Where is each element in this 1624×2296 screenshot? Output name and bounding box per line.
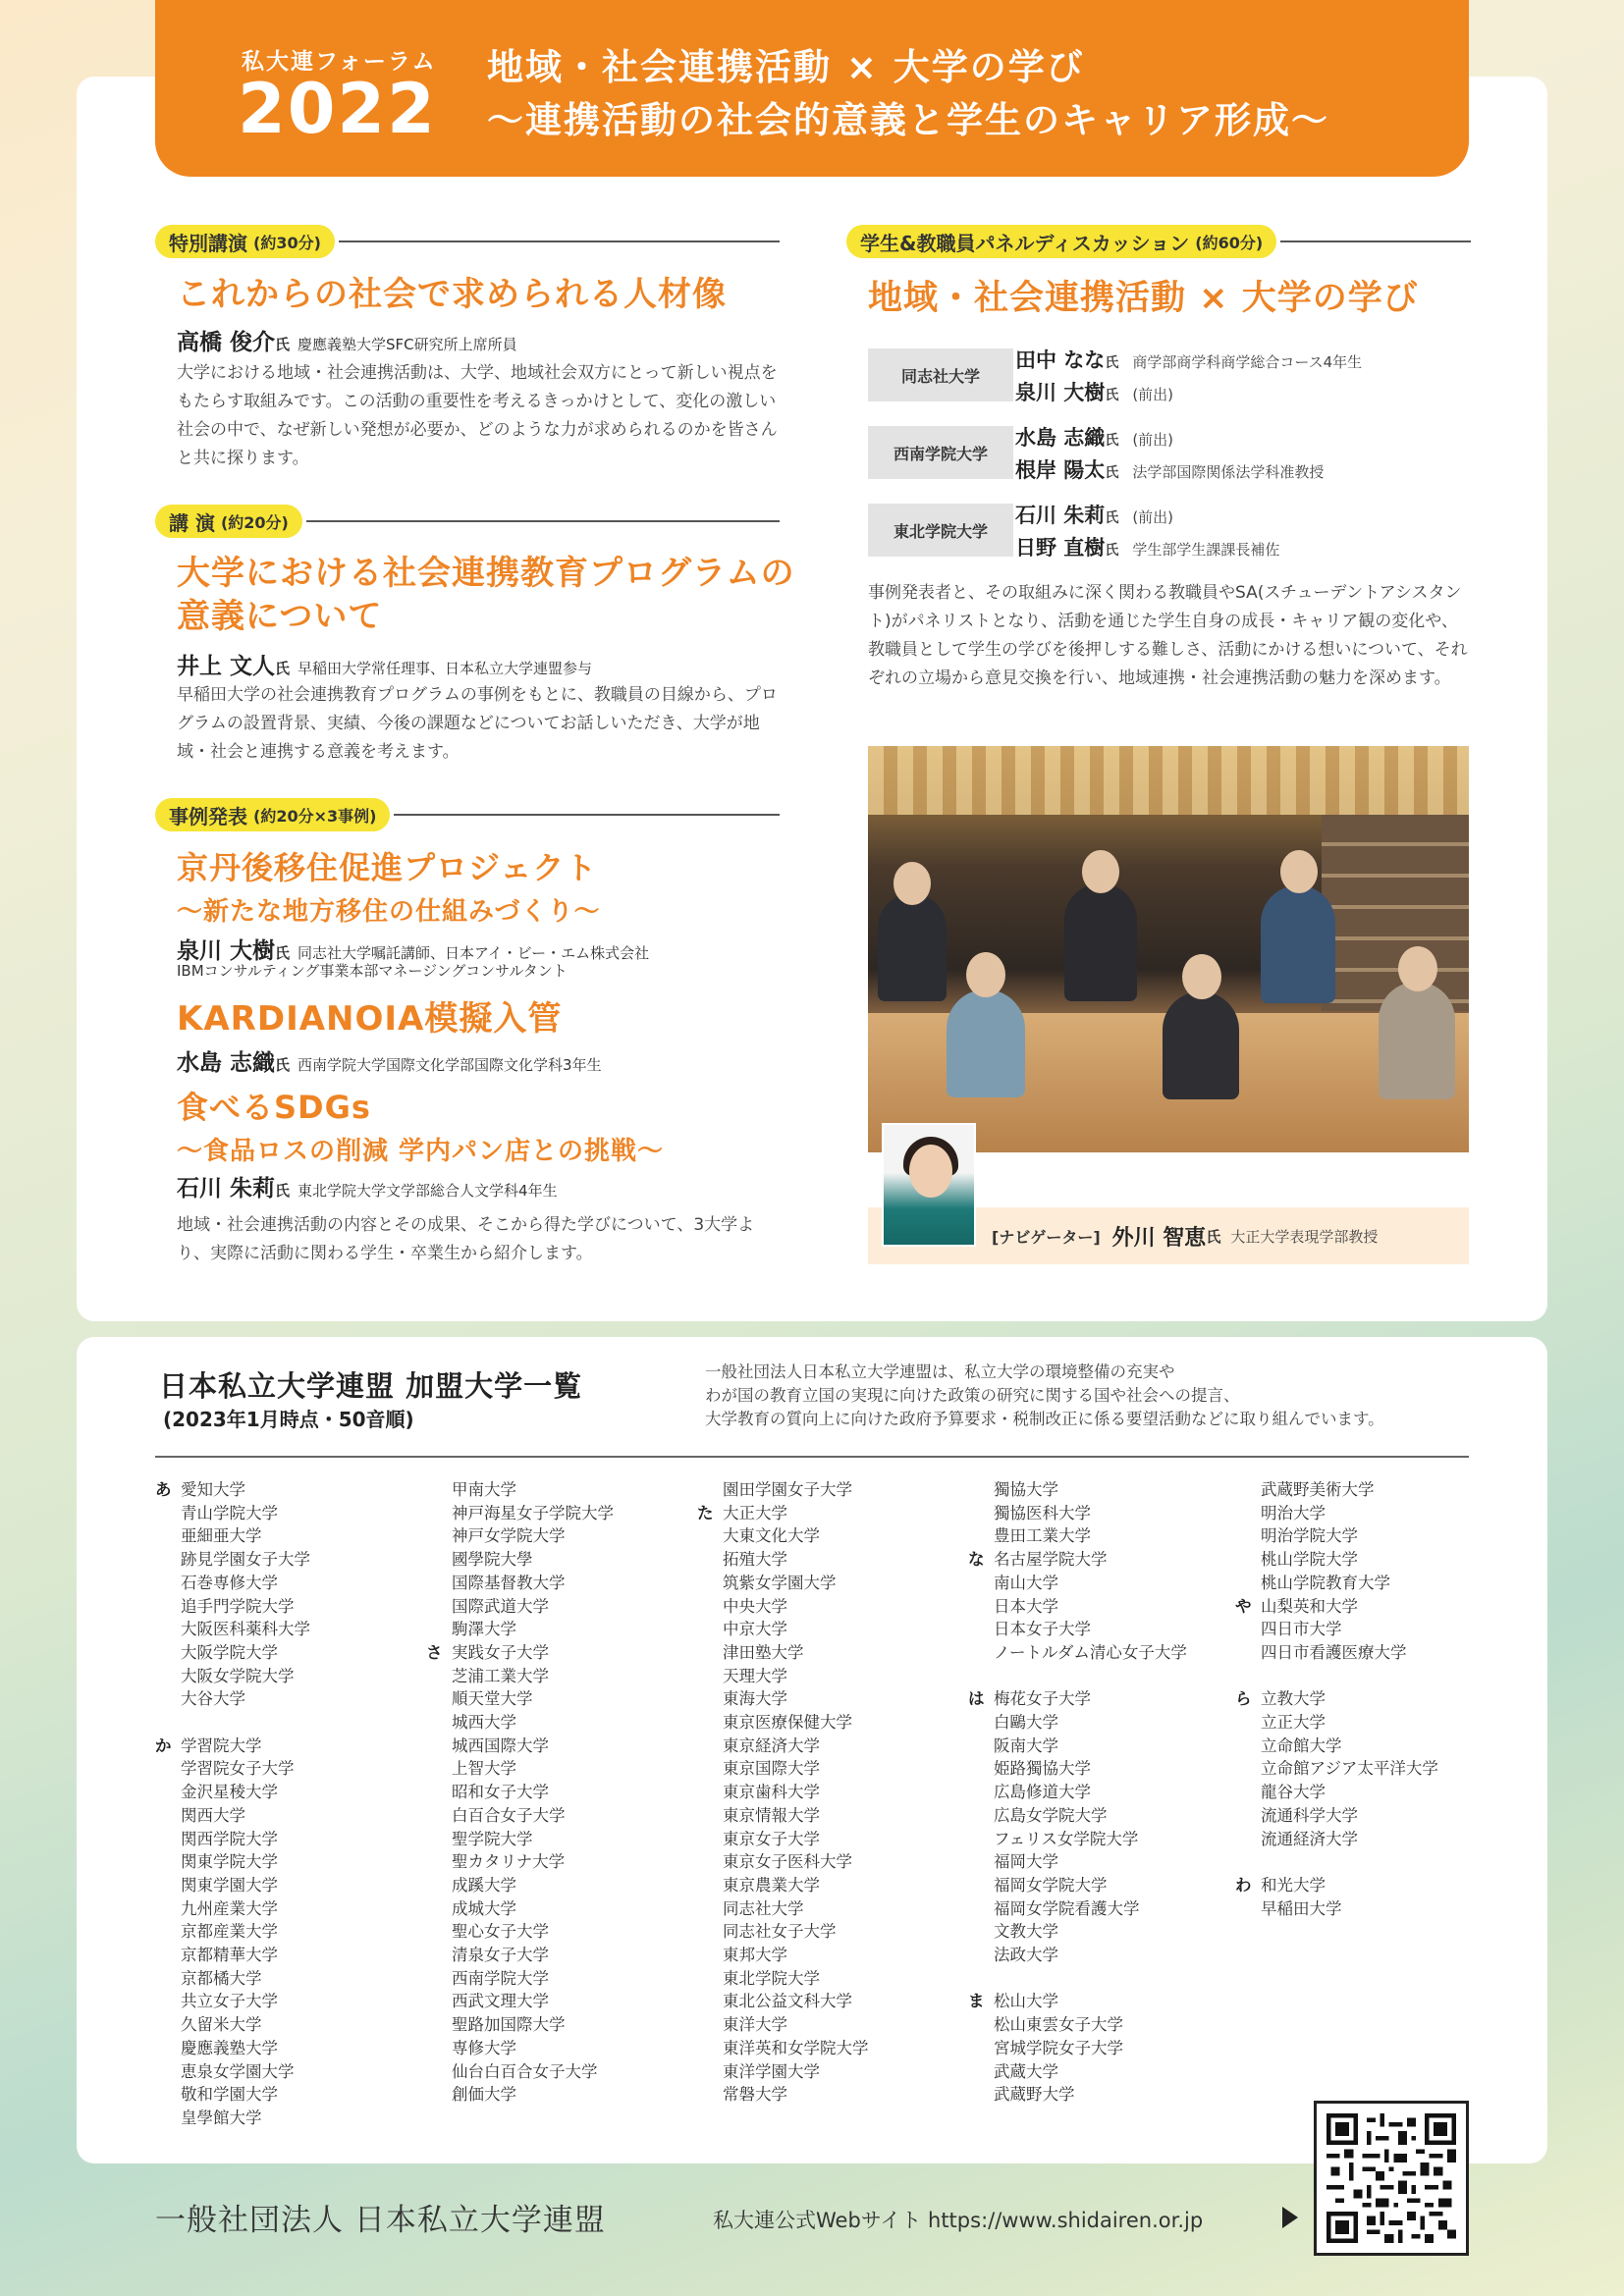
case-1-speaker: 泉川 大樹氏 同志社大学嘱託講師、日本アイ・ビー・エム株式会社 [177,938,650,964]
list-item: 東京女子医科大学 [723,1852,852,1872]
member-group [1235,1595,1438,1665]
panel-duration: (約60分) [1195,233,1264,252]
list-item: 大谷大学 [181,1689,245,1709]
panel-university-badge: 西南学院大学 [868,426,1013,479]
list-item: 拓殖大学 [723,1550,787,1570]
case-2-title: KARDIANOIA模擬入管 [177,999,563,1039]
panel-discussion-photo [868,746,1469,1152]
forum-title: 地域・社会連携活動 × 大学の学び [487,46,1085,88]
list-item: 創価大学 [452,2085,516,2105]
list-item: 山梨英和大学 [1261,1596,1358,1616]
case-1-title: 京丹後移住促進プロジェクト [177,849,598,886]
list-item: 敬和学園大学 [181,2085,278,2105]
footer-organization: 一般社団法人 日本私立大学連盟 [155,2203,606,2238]
panel-header [846,225,1471,258]
list-item: 関西大学 [181,1805,245,1825]
list-item: 学習院女子大学 [181,1759,295,1779]
list-item: 聖学院大学 [452,1829,533,1848]
list-item: 成蹊大学 [452,1875,516,1895]
case-studies-description: 地域・社会連携活動の内容とその成果、そこから得た学びについて、3大学より、実際に活動に関わる学生・卒業生から紹介します。 [177,1215,755,1263]
list-item: 福岡女学院大学 [994,1875,1108,1895]
list-item: 大阪医科薬科大学 [181,1620,310,1639]
list-item: 宮城学院女子大学 [994,2038,1123,2057]
member-group [968,1687,1187,1966]
panel-member-list: 石川 朱莉氏 (前出) 日野 直樹氏 学生部学生課課長補佐 [1015,504,1280,560]
list-item: 日本女子大学 [994,1620,1091,1639]
member-column [1235,1478,1438,1944]
speaker-affiliation: 慶應義塾大学SFC研究所上席所員 [298,336,517,353]
list-item: 東洋英和女学院大学 [723,2038,869,2057]
list-item: 京都橘大学 [181,1968,262,1988]
list-item: 桃山学院教育大学 [1261,1573,1390,1592]
list-item: 同志社女子大学 [723,1922,837,1942]
list-item: 実践女子大学 [452,1642,549,1662]
list-item: 武蔵大学 [994,2061,1058,2081]
list-item: 国際武道大学 [452,1596,549,1616]
arrow-right-icon [1282,2207,1298,2228]
divider [306,520,780,522]
list-item: 九州産業大学 [181,1898,278,1918]
list-item: 松山東雲女子大学 [994,2015,1123,2035]
member-column [968,1478,1187,2130]
list-item: 日本大学 [994,1596,1058,1616]
list-item: 東京医療保健大学 [723,1713,852,1733]
lecture-tag: 講 演 [169,510,215,535]
list-item: 東海大学 [723,1689,787,1709]
speaker-name: 井上 文人 [177,654,276,679]
divider [155,1456,1469,1458]
list-item: 東洋学園大学 [723,2061,820,2081]
website-url[interactable]: https://www.shidairen.or.jp [928,2209,1204,2232]
list-item: 梅花女子大学 [994,1689,1091,1709]
list-item: 東洋大学 [723,2015,787,2035]
list-item: 白鷗大学 [994,1713,1058,1733]
list-item: 立教大学 [1261,1689,1326,1709]
list-item: 聖カタリナ大学 [452,1852,566,1872]
list-item: 國學院大學 [452,1550,533,1570]
list-item: 大阪学院大学 [181,1642,278,1662]
kana-index: か [155,1735,172,1755]
special-lecture-header [155,225,780,258]
list-item: 関東学園大学 [181,1875,278,1895]
lecture-duration: (約20分) [220,512,289,532]
list-item: 城西大学 [452,1713,516,1733]
list-item: 福岡大学 [994,1852,1058,1872]
panel-description: 事例発表者と、その取組みに深く関わる教職員やSA(スチューデントアシスタント)がパネリストとなり、活動を通じた学生自身の成長・キャリア観の変化や、教職員として学生の学びを後押しする難しさ、活動にかける想いについて、それぞれの立場から意見交換を行い、地域連携・社会連携活動の魅力を深めます。 [868,583,1468,688]
member-group [968,1478,1187,1548]
list-item: 龍谷大学 [1261,1783,1326,1802]
list-item: 東京国際大学 [723,1759,820,1779]
list-item: 同志社大学 [723,1898,804,1918]
member-group [155,1478,310,1711]
list-item: 四日市大学 [1261,1620,1342,1639]
list-item: 金沢星稜大学 [181,1783,278,1802]
list-item: 白百合女子大学 [452,1805,566,1825]
forum-year: 2022 [238,69,437,149]
list-item: 城西国際大学 [452,1735,549,1755]
list-item: 津田塾大学 [723,1642,804,1662]
list-item: 関西学院大学 [181,1829,278,1848]
list-item: 名古屋学院大学 [994,1550,1108,1570]
member-group [697,1502,869,2107]
panel-tag: 学生&教職員パネルディスカッション [860,231,1190,255]
list-item: 芝浦工業大学 [452,1666,549,1685]
list-item: 関東学院大学 [181,1852,278,1872]
member-group [155,1735,310,2130]
list-item: 大阪女学院大学 [181,1666,295,1685]
list-item: 豊田工業大学 [994,1526,1091,1546]
list-item: 大東文化大学 [723,1526,820,1546]
list-item: 四日市看護医療大学 [1261,1642,1407,1662]
list-item: 仙台白百合女子大学 [452,2061,598,2081]
special-lecture-duration: (約30分) [253,233,321,252]
list-item: 跡見学園女子大学 [181,1550,310,1570]
special-lecture-title: これからの社会で求められる人材像 [177,275,727,314]
list-item: フェリス女学院大学 [994,1829,1139,1848]
list-item: 阪南大学 [994,1735,1058,1755]
list-item: 専修大学 [452,2038,516,2057]
member-group [426,1478,614,1641]
member-list-title: 日本私立大学連盟 加盟大学一覧 [159,1369,583,1403]
qr-code-icon[interactable] [1314,2101,1469,2256]
list-item: 共立女子大学 [181,1992,278,2011]
list-item: 東京歯科大学 [723,1783,820,1802]
list-item: 桃山学院大学 [1261,1550,1358,1570]
list-item: 聖心女子大学 [452,1922,549,1942]
list-item: 東京情報大学 [723,1805,820,1825]
lecture-title: 大学における社会連携教育プログラムの 意義について [177,554,795,636]
list-item: 常磐大学 [723,2085,787,2105]
case-3-subtitle: 〜食品ロスの削減 学内パン店との挑戦〜 [177,1137,665,1166]
navigator-affiliation: 大正大学表現学部教授 [1230,1227,1379,1246]
navigator-portrait [882,1123,976,1247]
list-item: 南山大学 [994,1573,1058,1592]
kana-index: や [1235,1596,1252,1616]
list-item: 順天堂大学 [452,1689,533,1709]
list-item: 明治大学 [1261,1503,1326,1522]
list-item: 流通経済大学 [1261,1829,1358,1848]
list-item: 石巻専修大学 [181,1573,278,1592]
list-item: 甲南大学 [452,1480,516,1499]
member-group [1235,1687,1438,1850]
member-group [426,1641,614,2107]
kana-index: さ [426,1642,443,1662]
member-column [697,1478,869,2130]
list-item: 広島修道大学 [994,1783,1091,1802]
list-item: 国際基督教大学 [452,1573,566,1592]
list-item: 文教大学 [994,1922,1058,1942]
list-item: 京都産業大学 [181,1922,278,1942]
case-studies-duration: (約20分×3事例) [253,806,377,826]
list-item: 松山大学 [994,1992,1058,2011]
panel-member-list: 田中 なな氏 商学部商学科商学総合コース4年生 泉川 大樹氏 (前出) [1015,348,1363,404]
navigator-label: [ナビゲーター] [992,1227,1101,1247]
list-item: 成城大学 [452,1898,516,1918]
panel-university-badge: 同志社大学 [868,348,1013,401]
kana-index: わ [1235,1875,1252,1895]
list-item: 聖路加国際大学 [452,2015,566,2035]
list-item: 上智大学 [452,1759,516,1779]
list-item: 筑紫女学園大学 [723,1573,837,1592]
list-item: 西武文理大学 [452,1992,549,2011]
case-1-affiliation-line2: IBMコンサルティング事業本部マネージングコンサルタント [177,962,568,980]
list-item: 天理大学 [723,1666,787,1685]
panel-member-list: 水島 志織氏 (前出) 根岸 陽太氏 法学部国際関係法学科准教授 [1015,426,1325,482]
divider [394,814,780,816]
list-item: 東京女子大学 [723,1829,820,1848]
case-2-speaker: 水島 志織氏 西南学院大学国際文化学部国際文化学科3年生 [177,1050,602,1076]
list-item: 立正大学 [1261,1713,1326,1733]
member-list-subtitle: (2023年1月時点・50音順) [163,1408,414,1431]
lecture-description: 早稲田大学の社会連携教育プログラムの事例をもとに、教職員の目線から、プログラムの設置背景、実績、今後の課題などについてお話しいただき、大学が地域・社会と連携する意義を考えます。 [177,685,778,762]
member-column [426,1478,614,2130]
list-item: 愛知大学 [181,1480,245,1499]
list-item: 青山学院大学 [181,1503,278,1522]
member-group [968,1548,1187,1665]
list-item: 東京経済大学 [723,1735,820,1755]
navigator-bar: [ナビゲーター] 外川 智恵 氏 大正大学表現学部教授 [868,1207,1469,1264]
list-item: 広島女学院大学 [994,1805,1108,1825]
case-3-speaker: 石川 朱莉氏 東北学院大学文学部総合人文学科4年生 [177,1176,558,1201]
member-group [1235,1478,1438,1595]
kana-index: ま [968,1992,985,2011]
list-item: 追手門学院大学 [181,1596,295,1616]
header-banner [155,0,1469,177]
special-lecture-speaker: 高橋 俊介氏 慶應義塾大学SFC研究所上席所員 [177,330,517,355]
list-item: 中京大学 [723,1620,787,1639]
list-item: 学習院大学 [181,1735,262,1755]
special-lecture-description: 大学における地域・社会連携活動は、大学、地域社会双方にとって新しい視点をもたらす取組みです。この活動の重要性を考えるきっかけとして、変化の激しい社会の中で、なぜ新しい発想が必要か、どのような力が求められるのかを皆さんと共に探ります。 [177,363,778,468]
list-item: 東邦大学 [723,1946,787,1965]
list-item: 和光大学 [1261,1875,1326,1895]
forum-label: 私大連フォーラム [242,49,437,75]
list-item: 皇學館大学 [181,2108,262,2127]
lecture-speaker: 井上 文人氏 早稲田大学常任理事、日本私立大学連盟参与 [177,654,593,679]
kana-index: な [968,1550,985,1570]
member-group [1235,1874,1438,1920]
lecture-header [155,505,780,538]
kana-index: は [968,1689,985,1709]
case-1-subtitle: 〜新たな地方移住の仕組みづくり〜 [177,897,601,927]
list-item: 亜細亜大学 [181,1526,262,1546]
list-item: 京都精華大学 [181,1946,278,1965]
list-item: 神戸海星女子学院大学 [452,1503,614,1522]
list-item: 武蔵野美術大学 [1261,1480,1375,1499]
list-item: 東京農業大学 [723,1875,820,1895]
navigator-name: 外川 智恵 [1111,1225,1207,1251]
case-3-title: 食べるSDGs [177,1089,371,1126]
list-item: 姫路獨協大学 [994,1759,1091,1779]
list-item: 西南学院大学 [452,1968,549,1988]
list-item: 明治学院大学 [1261,1526,1358,1546]
list-item: 久留米大学 [181,2015,262,2035]
speaker-name: 高橋 俊介 [177,330,276,355]
list-item: 園田学園女子大学 [723,1480,852,1499]
list-item: 神戸女学院大学 [452,1526,566,1546]
list-item: 東北学院大学 [723,1968,820,1988]
forum-subtitle: 〜連携活動の社会的意義と学生のキャリア形成〜 [487,99,1329,141]
list-item: 駒澤大学 [452,1620,516,1639]
list-item: 昭和女子大学 [452,1783,549,1802]
website-link[interactable] [713,2205,1203,2234]
speaker-affiliation: 早稲田大学常任理事、日本私立大学連盟参与 [298,660,593,677]
list-item: 清泉女子大学 [452,1946,549,1965]
divider [1280,240,1471,242]
list-item: 立命館大学 [1261,1735,1342,1755]
divider [339,240,780,242]
case-studies-tag: 事例発表 [169,804,247,828]
list-item: 慶應義塾大学 [181,2038,278,2057]
kana-index: あ [155,1480,172,1499]
kana-index: ら [1235,1689,1252,1709]
list-item: 福岡女学院看護大学 [994,1898,1140,1918]
website-label: 私大連公式Webサイト [713,2209,922,2232]
list-item: 中央大学 [723,1596,787,1616]
member-group [968,1990,1187,2107]
list-item: 立命館アジア太平洋大学 [1261,1759,1438,1779]
list-item: 恵泉女学園大学 [181,2061,295,2081]
panel-university-badge: 東北学院大学 [868,504,1013,557]
panel-title: 地域・社会連携活動 × 大学の学び [868,279,1419,318]
list-item: 獨協大学 [994,1480,1058,1499]
member-group [697,1478,869,1502]
special-lecture-tag: 特別講演 [169,231,247,255]
member-column [155,1478,310,2153]
list-item: 東北公益文科大学 [723,1992,852,2011]
list-item: 法政大学 [994,1946,1058,1965]
list-item: 流通科学大学 [1261,1805,1358,1825]
list-item: ノートルダム清心女子大学 [994,1642,1187,1662]
member-list-description: 一般社団法人日本私立大学連盟は、私立大学の環境整備の充実や わが国の教育立国の実現に向けた政策の研究に関する国や社会への提言、 大学教育の質向上に向けた政府予算要求・税制改正に係る要望活動などに取り組んでいます。 [705,1362,1384,1428]
list-item: 早稲田大学 [1261,1898,1342,1918]
list-item: 獨協医科大学 [994,1503,1091,1522]
list-item: 武蔵野大学 [994,2085,1075,2105]
kana-index: た [697,1503,714,1522]
case-studies-header [155,798,780,831]
list-item: 大正大学 [723,1503,787,1522]
